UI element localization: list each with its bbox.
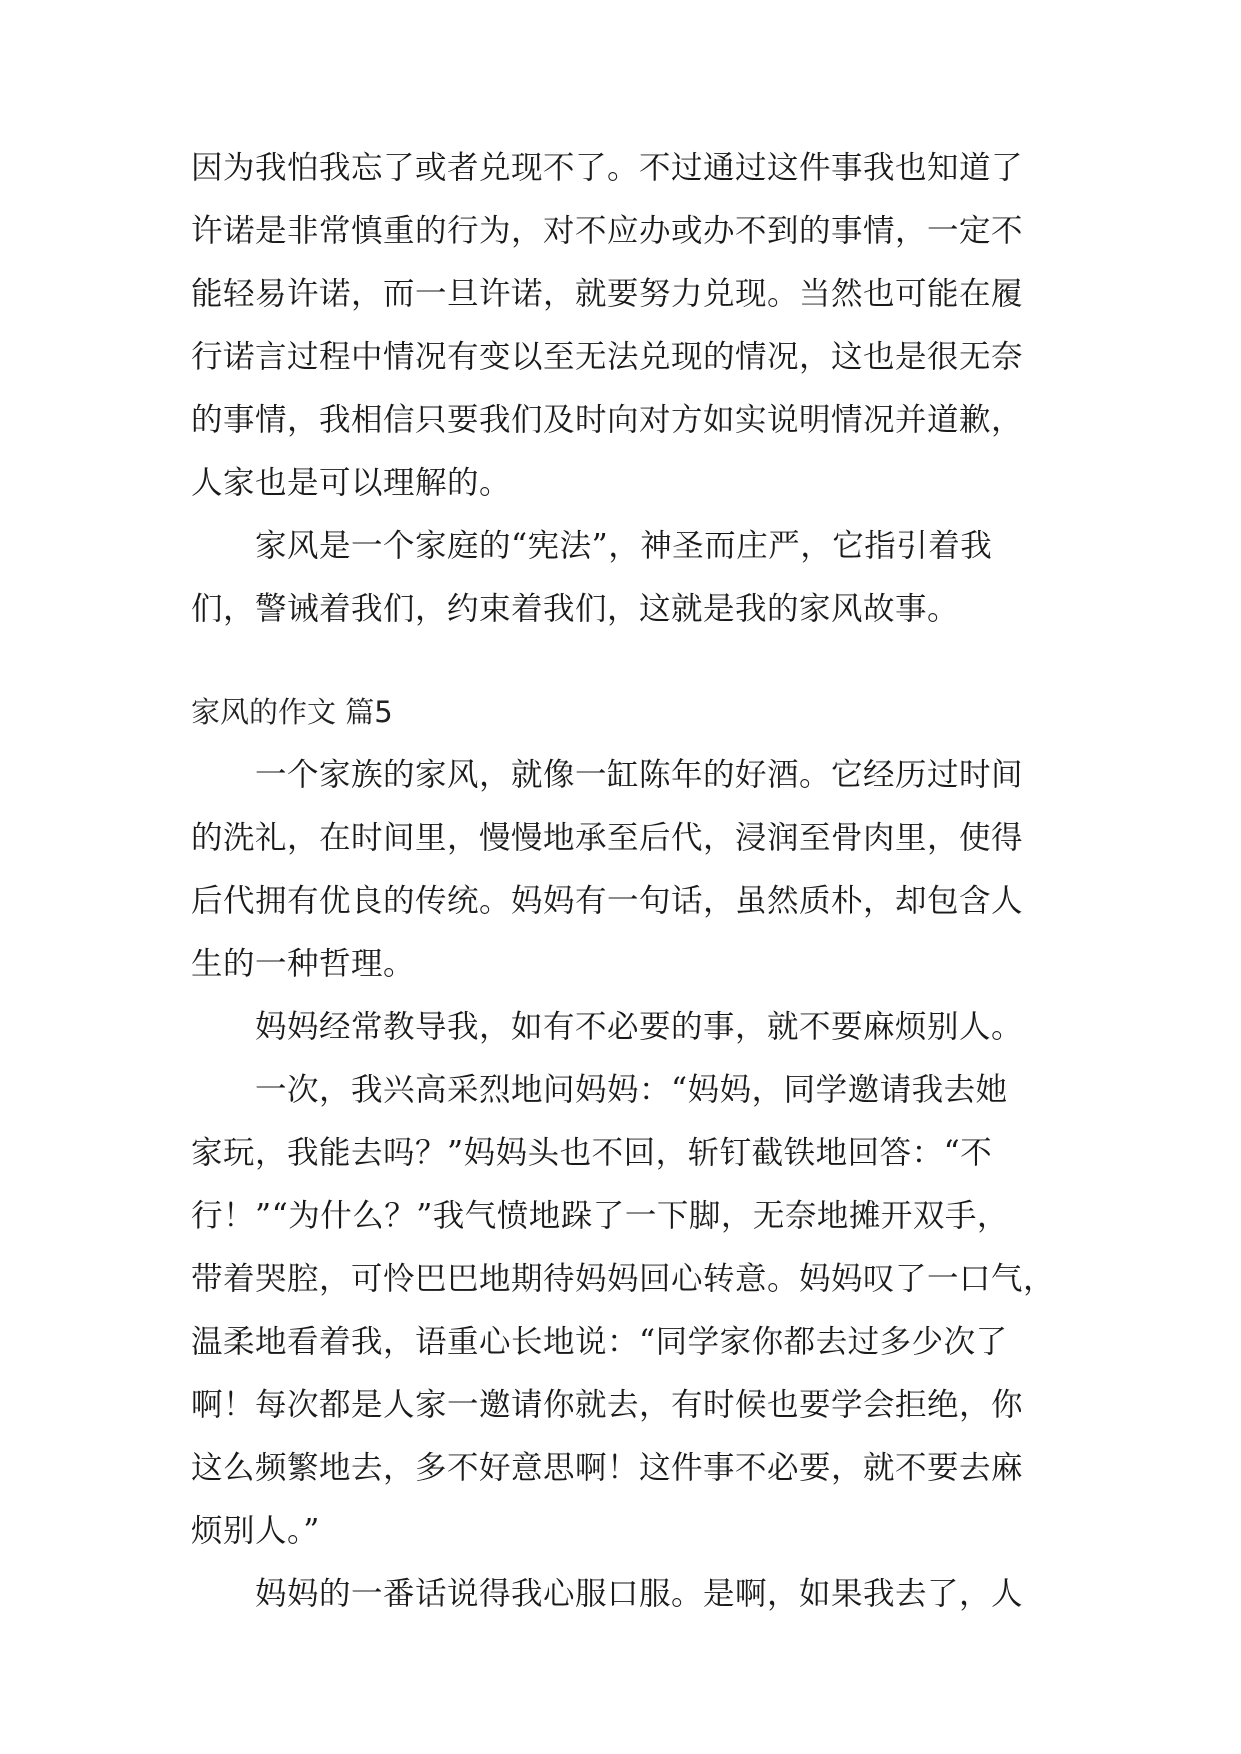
paragraph-line: 后代拥有优良的传统。妈妈有一句话，虽然质朴，却包含人 [191, 883, 1024, 919]
paragraph-line: 行！”“为什么？”我气愤地跺了一下脚，无奈地摊开双手， [191, 1198, 1009, 1234]
section-heading: 家风的作文 篇5 [191, 695, 393, 729]
paragraph-line: 这么频繁地去，多不好意思啊！这件事不必要，就不要去麻 [191, 1450, 1024, 1486]
paragraph-line: 因为我怕我忘了或者兑现不了。不过通过这件事我也知道了 [191, 150, 1024, 186]
paragraph-line: 家玩，我能去吗？”妈妈头也不回，斩钉截铁地回答：“不 [191, 1135, 993, 1171]
paragraph-line: 生的一种哲理。 [191, 946, 416, 982]
paragraph-line: 行诺言过程中情况有变以至无法兑现的情况，这也是很无奈 [191, 339, 1024, 375]
paragraph-line: 烦别人。” [191, 1513, 320, 1549]
paragraph-line: 能轻易许诺，而一旦许诺，就要努力兑现。当然也可能在履 [191, 276, 1024, 312]
paragraph-line: 们，警诫着我们，约束着我们，这就是我的家风故事。 [191, 591, 960, 627]
paragraph-line: 妈妈的一番话说得我心服口服。是啊，如果我去了，人 [255, 1576, 1024, 1612]
paragraph-line: 的洗礼，在时间里，慢慢地承至后代，浸润至骨肉里，使得 [191, 820, 1024, 856]
paragraph-line: 一次，我兴高采烈地问妈妈：“妈妈，同学邀请我去她 [255, 1072, 1008, 1108]
paragraph-line: 的事情，我相信只要我们及时向对方如实说明情况并道歉， [191, 402, 1024, 438]
paragraph-line: 温柔地看着我，语重心长地说：“同学家你都去过多少次了 [191, 1324, 1008, 1360]
paragraph-line: 妈妈经常教导我，如有不必要的事，就不要麻烦别人。 [255, 1009, 1024, 1045]
paragraph-line: 许诺是非常慎重的行为，对不应办或办不到的事情，一定不 [191, 213, 1024, 249]
paragraph-line: 啊！每次都是人家一邀请你就去，有时候也要学会拒绝，你 [191, 1387, 1024, 1423]
paragraph-line: 家风是一个家庭的“宪法”，神圣而庄严，它指引着我 [255, 528, 993, 564]
paragraph-line: 人家也是可以理解的。 [191, 465, 512, 501]
paragraph-line: 一个家族的家风，就像一缸陈年的好酒。它经历过时间 [255, 757, 1024, 793]
paragraph-line: 带着哭腔，可怜巴巴地期待妈妈回心转意。妈妈叹了一口气， [191, 1261, 1056, 1297]
